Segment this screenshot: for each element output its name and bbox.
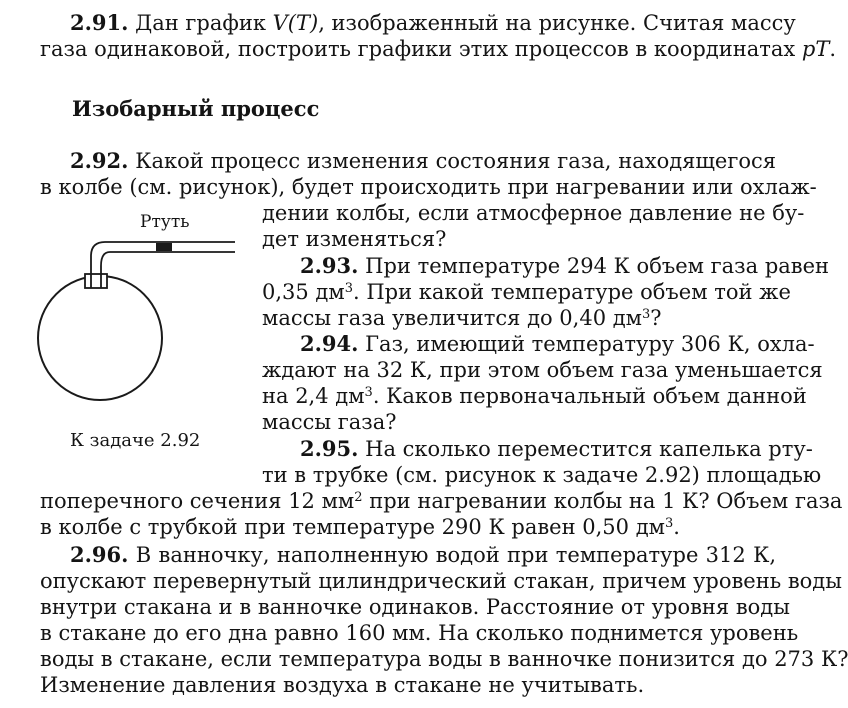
problem-2-93-line-2: 0,35 $дм^3$. При какой температуре объем той же [262,280,791,304]
mercury-label: Ртуть [140,212,190,232]
problem-2-96-line-1: 2.96. В ванночку, наполненную водой при температуре 312 К, [70,542,776,567]
problem-2-94-line-1: 2.94. Газ, имеющий температуру 306 К, охла- [300,331,815,356]
problem-2-95-line-1: 2.95. На сколько переместится капелька рту- [300,436,813,461]
problem-2-95-line-2: ти в трубке (см. рисунок к задаче 2.92) площадью [262,463,822,487]
problem-number: 2.95. [300,436,359,461]
section-heading: Изобарный процесс [72,96,320,121]
flask-figure [30,212,245,407]
problem-2-93-line-1: 2.93. При температуре 294 К объем газа равен [300,253,830,278]
problem-2-96-line-3: внутри стакана и в ванночке одинаков. Расстояние от уровня воды [40,595,790,619]
problem-2-91-line-2: газа одинаковой, построить графики этих процессов в координатах pT. [40,37,837,61]
problem-number: 2.92. [70,148,129,173]
problem-2-91-line-1: 2.91. Дан график V(T), изображенный на рисунке. Считая массу [70,10,796,35]
problem-2-96-line-2: опускают перевернутый цилиндрический стакан, причем уровень воды [40,569,842,593]
flask-bulb [38,276,162,400]
problem-2-94-line-4: массы газа? [262,410,397,434]
problem-2-96-line-4: в стакане до его дна равно 160 мм. На сколько поднимется уровень [40,621,799,645]
problem-2-93-line-3: массы газа увеличится до 0,40 $дм^3$? [262,306,662,330]
mercury-drop [156,243,172,251]
problem-2-96-line-5: воды в стакане, если температура воды в ванночке понизится до 273 К? [40,647,848,671]
problem-2-95-line-3: поперечного сечения 12 $мм^2$ при нагревании колбы на 1 К? Объем газа [40,489,843,513]
problem-number: 2.94. [300,331,359,356]
problem-2-94-line-2: ждают на 32 К, при этом объем газа уменьшается [262,358,823,382]
problem-number: 2.91. [70,10,129,35]
problem-2-92-line-4: дет изменяться? [262,227,447,251]
problem-2-95-line-4: в колбе с трубкой при температуре 290 К равен 0,50 $дм^3$. [40,515,680,539]
problem-number: 2.93. [300,253,359,278]
problem-2-96-line-6: Изменение давления воздуха в стакане не учитывать. [40,673,645,697]
problem-number: 2.96. [70,542,129,567]
problem-2-92-line-2: в колбе (см. рисунок), будет происходить при нагревании или охлаж- [40,175,817,199]
problem-2-94-line-3: на 2,4 $дм^3$. Каков первоначальный объем данной [262,384,807,408]
flask-drawing [30,212,245,407]
problem-2-92-line-1: 2.92. Какой процесс изменения состояния газа, находящегося [70,148,777,173]
figure-caption: К задаче 2.92 [70,430,201,451]
problem-2-92-line-3: дении колбы, если атмосферное давление не бу- [262,201,805,225]
flask-stopper [85,274,107,288]
